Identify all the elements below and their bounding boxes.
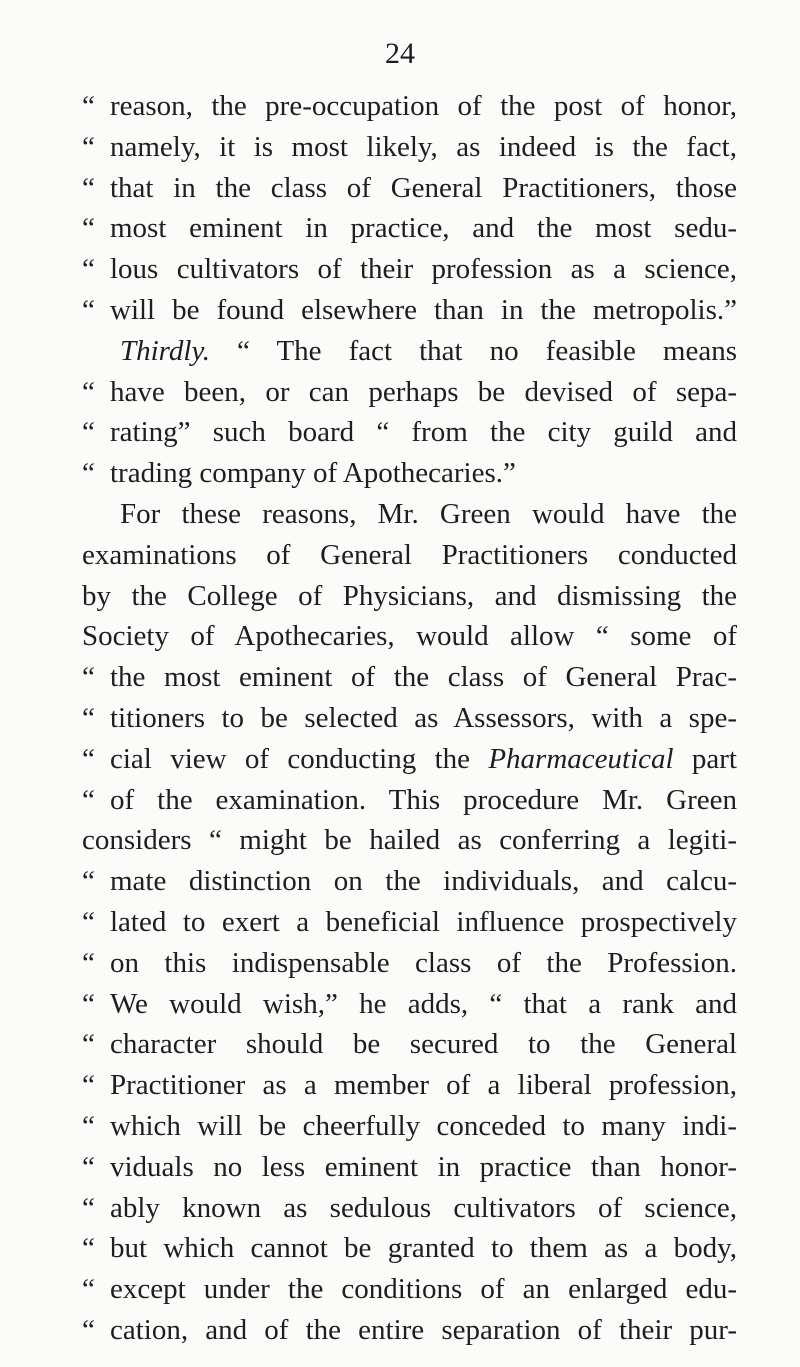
line-text: lous cultivators of their profession as a science, [110,253,737,286]
line-text: titioners to be selected as Assessors, with a spe- [110,701,737,734]
text-line [82,780,737,821]
line-text [110,739,737,780]
text-line [82,1106,737,1147]
text-line [82,1228,737,1269]
line-text: ably known as sedulous cultivators of science, [110,1191,737,1224]
open-quote-mark: “ [82,701,95,734]
line-text: Practitioner as a member of a liberal profession, [110,1069,737,1102]
line-text: have been, or can perhaps be devised of sepa- [110,375,737,408]
text-line [82,657,737,698]
open-quote-mark: “ [82,1232,95,1265]
line-text: For these reasons, Mr. Green would have the [120,497,737,530]
line-text: will be found elsewhere than in the metropolis.” [110,293,737,326]
line-text: character should be secured to the General [110,1028,737,1061]
line-text: the most eminent of the class of General Prac- [110,661,737,694]
open-quote-mark: “ [82,946,95,979]
text-line [82,861,737,902]
line-text: considers “ might be hailed as conferring a legiti- [82,824,737,857]
text-line [82,208,737,249]
line-text-rest: “ The fact that no feasible means [209,334,737,367]
text-line [82,168,737,209]
text-line [82,1024,737,1065]
text-line [82,616,737,657]
open-quote-mark: “ [82,253,95,286]
text-line [82,290,737,331]
line-text: which will be cheerfully conceded to many indi- [110,1109,737,1142]
open-quote-mark: “ [82,171,95,204]
paragraph-start-line [82,494,737,535]
text-line-thirdly [82,331,737,372]
text-line [82,86,737,127]
open-quote-mark: “ [82,293,95,326]
open-quote-mark: “ [82,375,95,408]
text-line [82,453,737,494]
body-text [82,86,737,1351]
italic-word-pharmaceutical: Pharmaceutical [488,742,674,775]
text-line [82,1147,737,1188]
text-line [82,1188,737,1229]
open-quote-mark: “ [82,1109,95,1142]
open-quote-mark: “ [82,905,95,938]
text-line [82,902,737,943]
open-quote-mark: “ [82,742,95,775]
line-text: namely, it is most likely, as indeed is the fact, [110,130,737,163]
line-text: viduals no less eminent in practice than honor- [110,1150,737,1183]
italic-word-thirdly: Thirdly. [120,334,210,367]
open-quote-mark: “ [82,661,95,694]
text-line-pharmaceutical [82,739,737,780]
line-text: by the College of Physicians, and dismissing the [82,579,737,612]
line-text: We would wish,” he adds, “ that a rank and [110,987,737,1020]
text-line [82,372,737,413]
text-line [82,1065,737,1106]
text-line [82,984,737,1025]
line-text: that in the class of General Practitioners, those [110,171,737,204]
open-quote-mark: “ [82,783,95,816]
line-text: most eminent in practice, and the most sedu- [110,212,737,245]
open-quote-mark: “ [82,865,95,898]
text-line [82,249,737,290]
open-quote-mark: “ [82,1313,95,1346]
open-quote-mark: “ [82,457,95,490]
open-quote-mark: “ [82,1150,95,1183]
text-line [82,698,737,739]
open-quote-mark: “ [82,1273,95,1306]
open-quote-mark: “ [82,1028,95,1061]
open-quote-mark: “ [82,1069,95,1102]
text-line [82,127,737,168]
line-text: Society of Apothecaries, would allow “ some of [82,620,737,653]
text-line [82,576,737,617]
open-quote-mark: “ [82,212,95,245]
text-line [82,943,737,984]
line-text: cation, and of the entire separation of their pur- [110,1313,737,1346]
line-text-before: cial view of conducting the [110,742,489,775]
line-text-after: part [673,742,737,775]
open-quote-mark: “ [82,90,95,122]
open-quote-mark: “ [82,416,95,449]
text-line [82,1310,737,1351]
open-quote-mark: “ [82,130,95,163]
line-text: rating” such board “ from the city guild and [110,416,737,449]
line-text: lated to exert a beneficial influence prospectively [110,905,737,938]
open-quote-mark: “ [82,987,95,1020]
line-text: reason, the pre-occupation of the post of honor, [110,90,737,122]
text-line [82,820,737,861]
line-text: except under the conditions of an enlarged edu- [110,1273,737,1306]
line-text: but which cannot be granted to them as a body, [110,1232,737,1265]
line-text: mate distinction on the individuals, and calcu- [110,865,737,898]
line-text: of the examination. This procedure Mr. Green [110,783,737,816]
text-line [82,412,737,453]
text-line [82,535,737,576]
line-text: trading company of Apothecaries.” [110,457,516,490]
text-line [82,1269,737,1310]
line-text: examinations of General Practitioners conducted [82,538,737,571]
page-number: 24 [385,37,415,70]
line-text [120,331,737,372]
open-quote-mark: “ [82,1191,95,1224]
line-text: on this indispensable class of the Profession. [110,946,737,979]
